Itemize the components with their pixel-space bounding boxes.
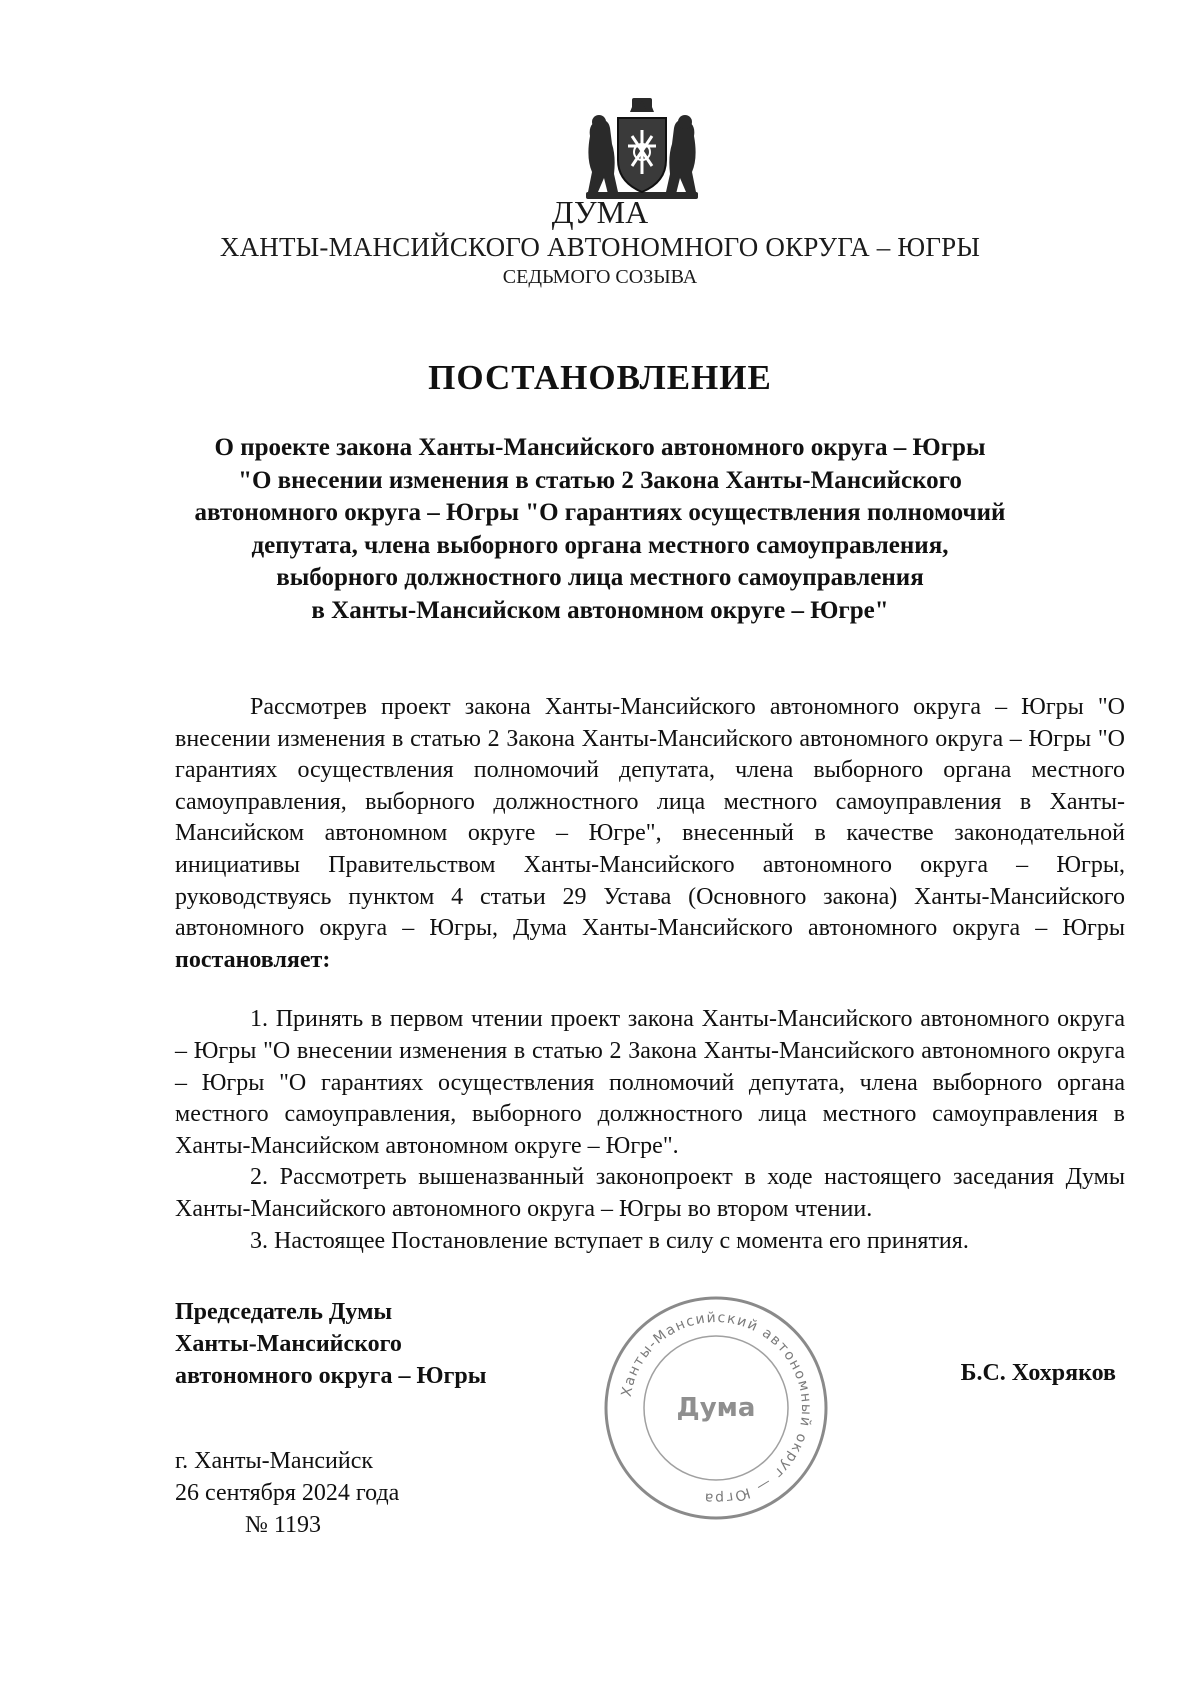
seal-center-text: Дума (676, 1393, 756, 1423)
signatory-name: Б.С. Хохряков (960, 1360, 1116, 1386)
signatory-position-line: автономного округа – Югры (175, 1363, 487, 1389)
seal-ring-text: Ханты-Мансийский автономный округ — Югра (618, 1309, 815, 1507)
preamble-resolves: постановляет: (175, 946, 331, 973)
document-footer (175, 1445, 399, 1541)
document-subject (150, 432, 1050, 627)
signatory-position-line: Председатель Думы (175, 1299, 393, 1325)
subject-line: выборного должностного лица местного самоуправления (276, 564, 924, 591)
subject-line: О проекте закона Ханты-Мансийского автономного округа – Югры (214, 434, 986, 461)
coat-of-arms-icon (582, 96, 702, 201)
subject-line: "О внесении изменения в статью 2 Закона Ханты-Мансийского (238, 466, 962, 494)
document-body (175, 692, 1125, 1257)
preamble-paragraph (175, 692, 1125, 976)
convocation-label: СЕДЬМОГО СОЗЫВА (502, 266, 698, 288)
preamble-text: Рассмотрев проект закона Ханты-Мансийского автономного округа – Югры "О внесении изменения в статью 2 Закона Ханты-Мансийского автономного округа – Югры "О гарантиях осуществления полномочий депутата, члена выборного органа местного самоуправления, выборного должностного лица местного самоуправления в Ханты-Мансийском автономном округе – Югре", внесенный в качестве законодательной инициативы Правительством Ханты-Мансийского автономного округа – Югры, руководствуясь пунктом 4 статьи 29 Устава (Основного закона) Ханты-Мансийского автономного округа – Югры, Дума Ханты-Мансийского автономного округа – Югры (175, 694, 1125, 942)
subject-line: депутата, члена выборного органа местного самоуправления, (251, 531, 949, 559)
resolution-item-2: 2. Рассмотреть вышеназванный законопроект в ходе настоящего заседания Думы Ханты-Мансийского автономного округа – Югры во втором чтении. (175, 1164, 1125, 1222)
signatory-position (175, 1296, 486, 1392)
org-name-line-1: ДУМА (551, 194, 649, 230)
adoption-date: 26 сентября 2024 года (175, 1480, 400, 1506)
document-number: № 1193 (245, 1512, 322, 1538)
resolution-item-1: 1. Принять в первом чтении проект закона Ханты-Мансийского автономного округа – Югры "О внесении изменения в статью 2 Закона Ханты-Мансийского автономного округа – Югры "О гарантиях осуществления полномочий депутата, члена выборного органа местного самоуправления, выборного должностного лица местного самоуправления в Ханты-Мансийском автономном округе – Югре". (175, 1006, 1125, 1159)
org-name-line-2: ХАНТЫ-МАНСИЙСКОГО АВТОНОМНОГО ОКРУГА – ЮГРЫ (219, 232, 981, 262)
official-seal-stamp (598, 1290, 834, 1526)
resolution-item-3: 3. Настоящее Постановление вступает в силу с момента его принятия. (250, 1227, 969, 1254)
place-of-adoption: г. Ханты-Мансийск (175, 1448, 374, 1474)
subject-line: автономного округа – Югры "О гарантиях осуществления полномочий (194, 499, 1006, 526)
signatory-position-line: Ханты-Мансийского (175, 1331, 402, 1357)
document-title: ПОСТАНОВЛЕНИЕ (428, 358, 772, 397)
subject-line: в Ханты-Мансийском автономном округе – Югре" (311, 596, 889, 624)
